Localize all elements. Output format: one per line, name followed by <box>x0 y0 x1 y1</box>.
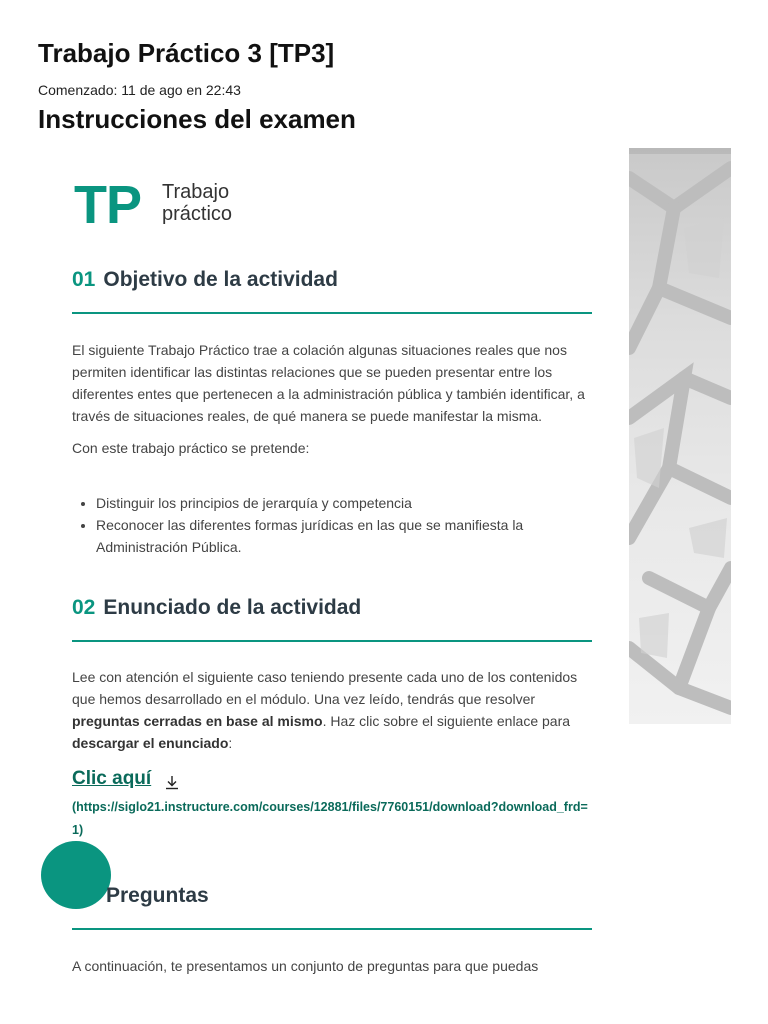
download-link[interactable]: Clic aquí <box>72 768 152 789</box>
section-heading-enunciado <box>72 596 592 642</box>
list-item: • Distinguir los principios de jerarquía y competencia <box>96 492 592 514</box>
download-icon[interactable] <box>164 774 180 792</box>
decorative-architecture-image <box>629 148 731 724</box>
started-value: 11 de ago en 22:43 <box>121 82 241 98</box>
instructions-title: Instrucciones del examen <box>38 104 356 134</box>
enunciado-text-mid: . Haz clic sobre el siguiente enlace para <box>322 713 571 729</box>
section-body-enunciado <box>72 666 592 754</box>
list-item: • Reconocer las diferentes formas jurídicas en las que se manifiesta la Administración Pública. <box>96 514 592 558</box>
section-body-objetivo <box>72 339 592 459</box>
section-body-preguntas <box>72 955 592 977</box>
section-number: 01 <box>72 268 96 291</box>
logo-line1: Trabajo <box>162 181 230 203</box>
objetivo-intro: Con este trabajo práctico se pretende: <box>72 440 310 456</box>
started-info <box>38 82 241 98</box>
objetivo-paragraph: El siguiente Trabajo Práctico trae a colación algunas situaciones reales que nos permiten identificar las distintas relaciones que se pueden presentar entre los diferentes entes que pertenecen a la administración pública y también identificar, a través de situaciones reales, de qué manera se puede manifestar la misma. <box>72 342 585 424</box>
section-heading-preguntas <box>72 884 592 930</box>
objetivo-bullet-list <box>72 492 592 558</box>
enunciado-bold-preguntas: preguntas cerradas en base al mismo <box>72 713 323 729</box>
section-title: Enunciado de la actividad <box>103 596 362 619</box>
enunciado-text-end: : <box>228 735 233 751</box>
preguntas-paragraph: A continuación, te presentamos un conjunto de preguntas para que puedas <box>72 958 539 974</box>
section-heading-objetivo <box>72 268 592 314</box>
quiz-title: Trabajo Práctico 3 [TP3] <box>38 38 335 68</box>
section-title: Objetivo de la actividad <box>103 268 338 291</box>
section-number: 02 <box>72 596 96 619</box>
download-url[interactable]: (https://siglo21.instructure.com/courses/12881/files/7760151/download?download_frd=1) <box>72 800 588 837</box>
logo-mark: TP <box>74 175 142 235</box>
logo-line2: práctico <box>162 203 233 225</box>
started-label: Comenzado: <box>38 82 118 98</box>
section-title: Preguntas <box>106 884 209 907</box>
logo-text <box>162 181 232 225</box>
enunciado-paragraph <box>72 666 592 754</box>
enunciado-bold-descargar: descargar el enunciado <box>72 735 229 751</box>
enunciado-text-start: Lee con atención el siguiente caso teniendo presente cada uno de los contenidos que hemos desarrollado en el módulo. Una vez leído, tendrás que resolver <box>72 669 578 707</box>
